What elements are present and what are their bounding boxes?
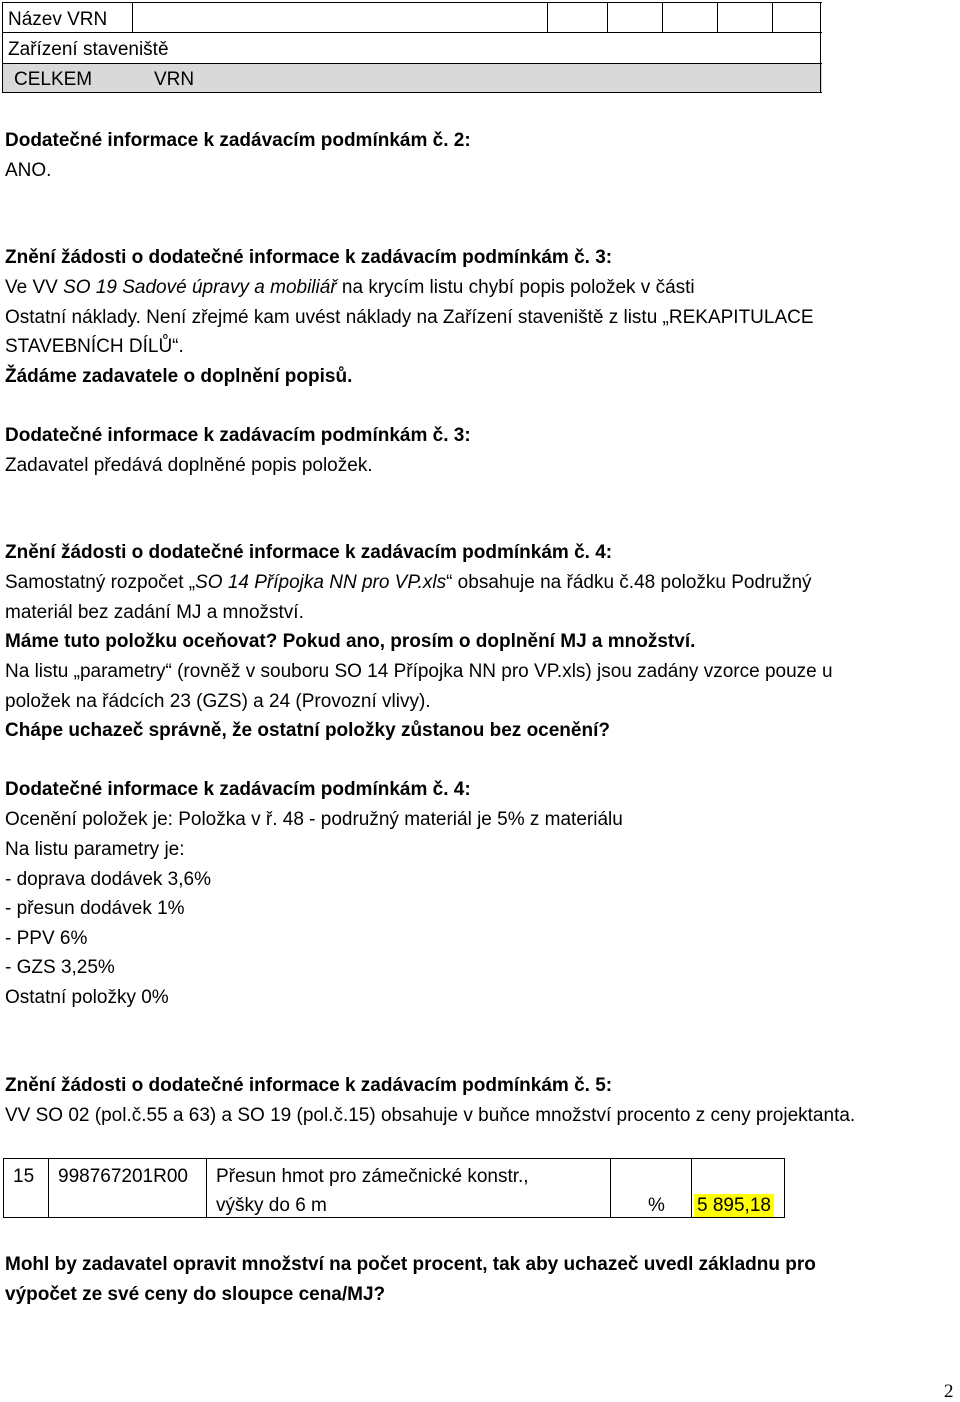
text-run-italic: SO 14 Přípojka NN pro VP.xls bbox=[195, 572, 447, 593]
item-unit: % bbox=[648, 1195, 665, 1216]
question-4-line bbox=[5, 573, 812, 592]
totals-row-background bbox=[2, 64, 822, 92]
table-border bbox=[3, 1217, 785, 1218]
answer-3-text: Zadavatel předává doplněné popis položek. bbox=[5, 455, 373, 476]
table-border bbox=[610, 1158, 611, 1218]
table-border bbox=[717, 2, 718, 32]
table-border bbox=[2, 2, 822, 3]
question-5-heading: Znění žádosti o dodatečné informace k zadávacím podmínkám č. 5: bbox=[5, 1075, 613, 1096]
table-border bbox=[820, 2, 821, 93]
question-4-line: Na listu „parametry“ (rovněž v souboru SO 14 Přípojka NN pro VP.xls) jsou zadány vzorce pouze u bbox=[5, 661, 833, 682]
table-item: Zařízení staveniště bbox=[8, 39, 169, 60]
item-code: 998767201R00 bbox=[58, 1166, 188, 1187]
item-description: Přesun hmot pro zámečnické konstr., bbox=[216, 1166, 529, 1187]
answer-3-heading: Dodatečné informace k zadávacím podmínkám č. 3: bbox=[5, 425, 471, 446]
totals-type: VRN bbox=[154, 69, 195, 90]
table-border bbox=[772, 2, 773, 32]
table-border bbox=[2, 92, 822, 93]
item-description: výšky do 6 m bbox=[216, 1195, 327, 1216]
table-border bbox=[48, 1158, 49, 1218]
question-3-heading: Znění žádosti o dodatečné informace k zadávacím podmínkám č. 3: bbox=[5, 247, 613, 268]
question-4-question: Máme tuto položku oceňovat? Pokud ano, prosím o doplnění MJ a množství. bbox=[5, 631, 696, 652]
table-title: Název VRN bbox=[8, 9, 108, 30]
text-run: Samostatný rozpočet „ bbox=[5, 572, 196, 593]
question-4-line: položek na řádcích 23 (GZS) a 24 (Provozní vlivy). bbox=[5, 691, 431, 712]
answer-4-line: Ostatní položky 0% bbox=[5, 987, 169, 1008]
table-border bbox=[662, 2, 663, 32]
question-5-request: Mohl by zadavatel opravit množství na počet procent, tak aby uchazeč uvedl základnu pro bbox=[5, 1254, 816, 1275]
table-border bbox=[547, 2, 548, 32]
table-border bbox=[691, 1158, 692, 1218]
question-5-request: výpočet ze své ceny do sloupce cena/MJ? bbox=[5, 1284, 386, 1305]
item-number: 15 bbox=[13, 1166, 35, 1187]
table-border bbox=[2, 63, 822, 64]
question-5-line: VV SO 02 (pol.č.55 a 63) a SO 19 (pol.č.15) obsahuje v buňce množství procento z ceny projektanta. bbox=[5, 1105, 856, 1126]
page-number: 2 bbox=[944, 1381, 954, 1402]
table-border bbox=[784, 1158, 785, 1218]
question-3-line: STAVEBNÍCH DÍLŮ“. bbox=[5, 336, 184, 357]
question-3-line bbox=[5, 278, 695, 297]
vrn-table bbox=[2, 2, 822, 92]
item-table bbox=[3, 1158, 785, 1218]
table-border bbox=[3, 1158, 4, 1218]
answer-4-line: Na listu parametry je: bbox=[5, 839, 185, 860]
text-run: “ obsahuje na řádku č.48 položku Podružný bbox=[446, 572, 812, 593]
question-4-question: Chápe uchazeč správně, že ostatní položky zůstanou bez ocenění? bbox=[5, 720, 610, 741]
text-run: Ve VV bbox=[5, 277, 64, 298]
question-3-request: Žádáme zadavatele o doplnění popisů. bbox=[5, 366, 353, 387]
answer-2-text: ANO. bbox=[5, 160, 52, 181]
table-border bbox=[132, 2, 133, 32]
answer-4-line: - GZS 3,25% bbox=[5, 957, 115, 978]
question-4-line: materiál bez zadání MJ a množství. bbox=[5, 602, 304, 623]
table-border bbox=[3, 1158, 785, 1159]
answer-4-line: - přesun dodávek 1% bbox=[5, 898, 185, 919]
answer-2-heading: Dodatečné informace k zadávacím podmínkám č. 2: bbox=[5, 130, 471, 151]
text-run-italic: SO 19 Sadové úpravy a mobiliář bbox=[63, 277, 337, 298]
answer-4-line: - PPV 6% bbox=[5, 928, 88, 949]
totals-label: CELKEM bbox=[14, 69, 93, 90]
question-3-line: Ostatní náklady. Není zřejmé kam uvést náklady na Zařízení staveniště z listu „REKAPITULACE bbox=[5, 307, 814, 328]
table-border bbox=[2, 32, 822, 33]
table-border bbox=[206, 1158, 207, 1218]
answer-4-line: - doprava dodávek 3,6% bbox=[5, 869, 211, 890]
table-border bbox=[2, 2, 3, 93]
answer-4-line: Ocenění položek je: Položka v ř. 48 - podružný materiál je 5% z materiálu bbox=[5, 809, 623, 830]
text-run: na krycím listu chybí popis položek v části bbox=[336, 277, 695, 298]
question-4-heading: Znění žádosti o dodatečné informace k zadávacím podmínkám č. 4: bbox=[5, 542, 613, 563]
answer-4-heading: Dodatečné informace k zadávacím podmínkám č. 4: bbox=[5, 779, 471, 800]
item-quantity: 5 895,18 bbox=[694, 1194, 774, 1217]
table-border bbox=[607, 2, 608, 32]
